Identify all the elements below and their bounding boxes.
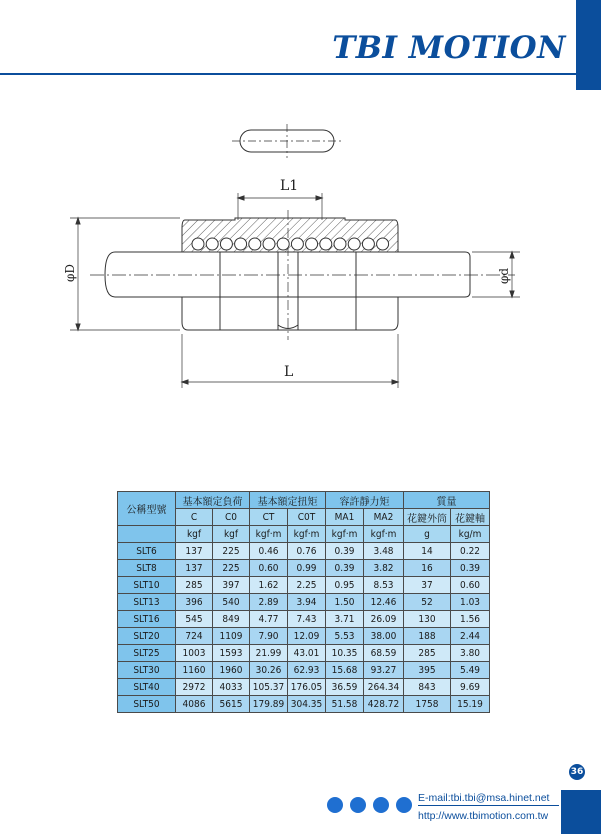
value-cell: 5.49 (451, 662, 490, 679)
value-cell: 0.60 (451, 577, 490, 594)
decorative-dot (327, 797, 343, 813)
value-cell: 2.44 (451, 628, 490, 645)
symbol-header: CT (250, 509, 288, 526)
value-cell: 4033 (213, 679, 250, 696)
symbol-header: C0 (213, 509, 250, 526)
table-row (118, 679, 490, 696)
value-cell: 26.09 (364, 611, 404, 628)
model-cell: SLT10 (118, 577, 176, 594)
value-cell: 38.00 (364, 628, 404, 645)
model-cell: SLT20 (118, 628, 176, 645)
model-cell: SLT8 (118, 560, 176, 577)
value-cell: 62.93 (288, 662, 326, 679)
specification-table (117, 491, 490, 713)
ball-shape (206, 238, 218, 250)
value-cell: 4086 (176, 696, 213, 713)
table-row (118, 662, 490, 679)
value-cell: 0.95 (326, 577, 364, 594)
value-cell: 1960 (213, 662, 250, 679)
value-cell: 3.71 (326, 611, 364, 628)
header-rule (0, 73, 576, 75)
value-cell: 0.39 (326, 543, 364, 560)
value-cell: 3.80 (451, 645, 490, 662)
value-cell: 2972 (176, 679, 213, 696)
unit-header: kgf (176, 526, 213, 543)
ball-shape (277, 238, 289, 250)
value-cell: 30.26 (250, 662, 288, 679)
symbol-header: C0T (288, 509, 326, 526)
unit-header: kgf·m (326, 526, 364, 543)
value-cell: 1109 (213, 628, 250, 645)
value-cell: 304.35 (288, 696, 326, 713)
footer-rule (418, 805, 559, 806)
value-cell: 3.94 (288, 594, 326, 611)
value-cell: 0.99 (288, 560, 326, 577)
value-cell: 15.19 (451, 696, 490, 713)
unit-header: g (404, 526, 451, 543)
value-cell: 0.46 (250, 543, 288, 560)
decorative-dot (350, 797, 366, 813)
value-cell: 15.68 (326, 662, 364, 679)
page-number: 36 (569, 764, 585, 780)
value-cell: 1758 (404, 696, 451, 713)
value-cell: 43.01 (288, 645, 326, 662)
value-cell: 176.05 (288, 679, 326, 696)
value-cell: 21.99 (250, 645, 288, 662)
symbol-header: C (176, 509, 213, 526)
value-cell: 545 (176, 611, 213, 628)
ball-shape (362, 238, 374, 250)
value-cell: 36.59 (326, 679, 364, 696)
value-cell: 4.77 (250, 611, 288, 628)
table-row (118, 594, 490, 611)
group-header-mass: 質量 (404, 492, 490, 509)
value-cell: 37 (404, 577, 451, 594)
symbol-header: MA1 (326, 509, 364, 526)
ball-shape (263, 238, 275, 250)
value-cell: 1.03 (451, 594, 490, 611)
table-row (118, 560, 490, 577)
unit-header: kgf (213, 526, 250, 543)
value-cell: 3.48 (364, 543, 404, 560)
table-row (118, 577, 490, 594)
model-cell: SLT40 (118, 679, 176, 696)
unit-header: kgf·m (288, 526, 326, 543)
value-cell: 8.53 (364, 577, 404, 594)
value-cell: 2.89 (250, 594, 288, 611)
value-cell: 1160 (176, 662, 213, 679)
value-cell: 7.43 (288, 611, 326, 628)
decorative-dot (373, 797, 389, 813)
value-cell: 188 (404, 628, 451, 645)
model-cell: SLT30 (118, 662, 176, 679)
value-cell: 130 (404, 611, 451, 628)
table-row (118, 696, 490, 713)
dimension-label-l1: L1 (280, 178, 299, 194)
value-cell: 51.58 (326, 696, 364, 713)
unit-header: kgf·m (250, 526, 288, 543)
footer-accent-bar (561, 790, 601, 834)
value-cell: 285 (176, 577, 213, 594)
model-cell: SLT25 (118, 645, 176, 662)
brand-logo: TBI MOTION (332, 30, 566, 66)
value-cell: 397 (213, 577, 250, 594)
value-cell: 0.39 (326, 560, 364, 577)
group-header-torque: 基本額定扭矩 (250, 492, 326, 509)
value-cell: 396 (176, 594, 213, 611)
group-header-load: 基本額定負荷 (176, 492, 250, 509)
value-cell: 395 (404, 662, 451, 679)
dimension-label-shaft-dia: φd (497, 267, 511, 284)
value-cell: 264.34 (364, 679, 404, 696)
value-cell: 1.56 (451, 611, 490, 628)
value-cell: 12.46 (364, 594, 404, 611)
table-row (118, 645, 490, 662)
symbol-header: MA2 (364, 509, 404, 526)
model-cell: SLT50 (118, 696, 176, 713)
value-cell: 428.72 (364, 696, 404, 713)
table-row (118, 611, 490, 628)
dimension-label-l: L (284, 364, 294, 380)
value-cell: 137 (176, 560, 213, 577)
value-cell: 225 (213, 560, 250, 577)
model-cell: SLT6 (118, 543, 176, 560)
value-cell: 225 (213, 543, 250, 560)
value-cell: 14 (404, 543, 451, 560)
symbol-header: 花鍵外筒 (404, 509, 451, 526)
model-header: 公稱型號 (118, 492, 176, 526)
value-cell: 1593 (213, 645, 250, 662)
ball-shape (377, 238, 389, 250)
value-cell: 10.35 (326, 645, 364, 662)
dimension-label-outer-dia: φD (63, 263, 77, 282)
spline-drawing (60, 120, 540, 400)
value-cell: 285 (404, 645, 451, 662)
model-cell: SLT13 (118, 594, 176, 611)
unit-header: kgf·m (364, 526, 404, 543)
value-cell: 93.27 (364, 662, 404, 679)
value-cell: 0.22 (451, 543, 490, 560)
value-cell: 0.39 (451, 560, 490, 577)
value-cell: 0.76 (288, 543, 326, 560)
ball-shape (220, 238, 232, 250)
ball-shape (192, 238, 204, 250)
decorative-dot (396, 797, 412, 813)
value-cell: 1.62 (250, 577, 288, 594)
value-cell: 9.69 (451, 679, 490, 696)
ball-shape (348, 238, 360, 250)
ball-shape (291, 238, 303, 250)
unit-header-blank (118, 526, 176, 543)
value-cell: 16 (404, 560, 451, 577)
value-cell: 849 (213, 611, 250, 628)
ball-shape (249, 238, 261, 250)
value-cell: 179.89 (250, 696, 288, 713)
header-accent-bar (576, 0, 601, 90)
value-cell: 843 (404, 679, 451, 696)
value-cell: 137 (176, 543, 213, 560)
ball-shape (334, 238, 346, 250)
value-cell: 1003 (176, 645, 213, 662)
value-cell: 5615 (213, 696, 250, 713)
table-row (118, 628, 490, 645)
symbol-header: 花鍵軸 (451, 509, 490, 526)
value-cell: 105.37 (250, 679, 288, 696)
ball-shape (320, 238, 332, 250)
value-cell: 52 (404, 594, 451, 611)
value-cell: 724 (176, 628, 213, 645)
group-header-moment: 容許靜力矩 (326, 492, 404, 509)
value-cell: 540 (213, 594, 250, 611)
spline-shaft-shape (105, 252, 470, 297)
contact-email: E-mail:tbi.tbi@msa.hinet.net (418, 792, 550, 804)
value-cell: 1.50 (326, 594, 364, 611)
ball-shape (235, 238, 247, 250)
value-cell: 7.90 (250, 628, 288, 645)
ball-shape (306, 238, 318, 250)
value-cell: 0.60 (250, 560, 288, 577)
contact-website[interactable]: http://www.tbimotion.com.tw (418, 810, 549, 822)
unit-header: kg/m (451, 526, 490, 543)
model-cell: SLT16 (118, 611, 176, 628)
value-cell: 68.59 (364, 645, 404, 662)
value-cell: 3.82 (364, 560, 404, 577)
table-row (118, 543, 490, 560)
value-cell: 12.09 (288, 628, 326, 645)
value-cell: 5.53 (326, 628, 364, 645)
value-cell: 2.25 (288, 577, 326, 594)
